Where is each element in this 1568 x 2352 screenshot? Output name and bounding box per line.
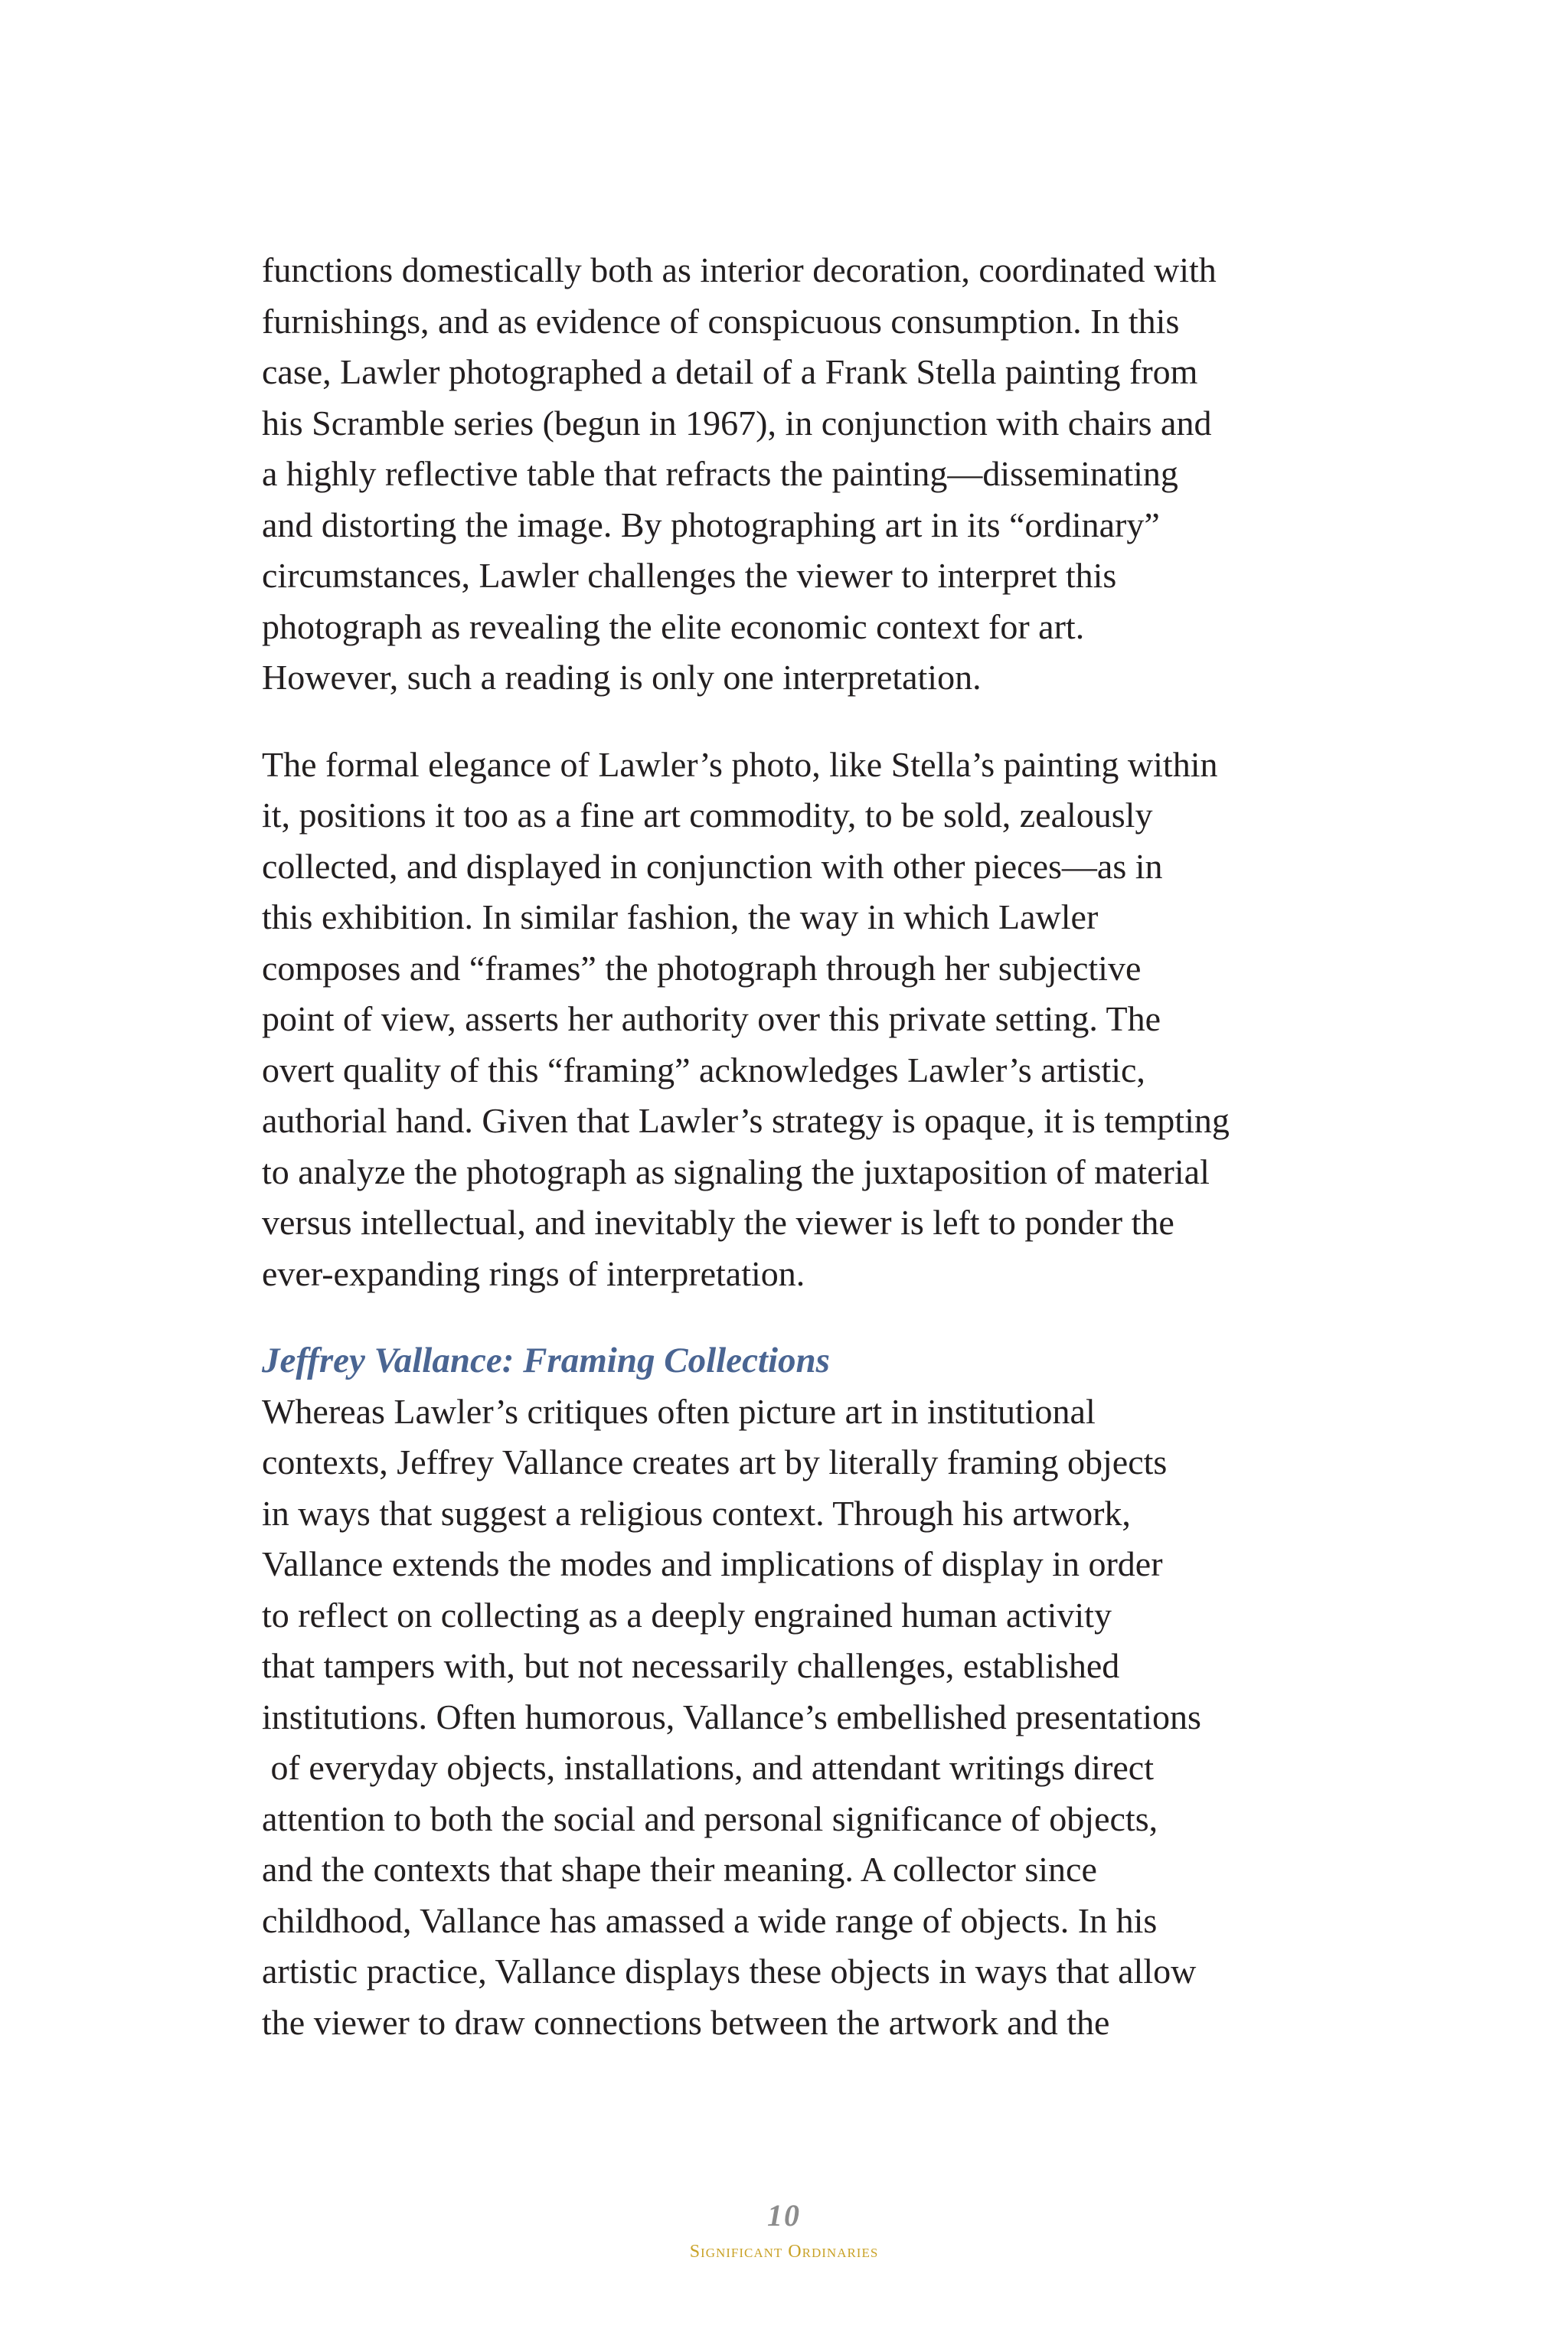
text-line: ever-expanding rings of interpretation. [262, 1253, 805, 1293]
text-line: that tampers with, but not necessarily challenges, established [262, 1646, 1120, 1685]
text-line: in ways that suggest a religious context. Through his artwork, [262, 1493, 1131, 1533]
text-line: collected, and displayed in conjunction with other pieces—as in [262, 846, 1163, 886]
paragraph-formal-elegance [262, 740, 1326, 1300]
text-line: furnishings, and as evidence of conspicuous consumption. In this [262, 301, 1180, 341]
text-line: overt quality of this “framing” acknowledges Lawler’s artistic, [262, 1050, 1145, 1089]
text-line: childhood, Vallance has amassed a wide range of objects. In his [262, 1900, 1158, 1940]
text-line: case, Lawler photographed a detail of a Frank Stella painting from [262, 352, 1198, 391]
paragraph-lawler-photo [262, 245, 1326, 704]
text-line: Vallance extends the modes and implications of display in order [262, 1544, 1163, 1583]
text-line: the viewer to draw connections between the artwork and the [262, 2002, 1110, 2042]
text-line: his Scramble series (begun in 1967), in conjunction with chairs and [262, 403, 1212, 443]
paragraph-vallance [262, 1387, 1326, 2049]
section-heading: Jeffrey Vallance: Framing Collections [262, 1341, 830, 1380]
text-line: functions domestically both as interior decoration, coordinated with [262, 250, 1217, 289]
text-line: to reflect on collecting as a deeply engrained human activity [262, 1595, 1112, 1635]
page-number: 10 [767, 2198, 801, 2233]
text-line: authorial hand. Given that Lawler’s strategy is opaque, it is tempting [262, 1101, 1230, 1140]
text-line: composes and “frames” the photograph through her subjective [262, 948, 1142, 988]
text-line: artistic practice, Vallance displays these objects in ways that allow [262, 1952, 1197, 1991]
text-line: attention to both the social and personal significance of objects, [262, 1798, 1158, 1838]
text-line: photograph as revealing the elite economic context for art. [262, 606, 1085, 646]
text-line: The formal elegance of Lawler’s photo, like Stella’s painting within [262, 744, 1218, 784]
text-line: this exhibition. In similar fashion, the way in which Lawler [262, 897, 1099, 936]
text-line: contexts, Jeffrey Vallance creates art by literally framing objects [262, 1442, 1168, 1481]
page-body [262, 245, 1326, 2048]
text-line: versus intellectual, and inevitably the viewer is left to ponder the [262, 1203, 1174, 1242]
paragraph-spacer [262, 1299, 1326, 1335]
text-line: point of view, asserts her authority over this private setting. The [262, 999, 1161, 1038]
text-line: it, positions it too as a fine art commodity, to be sold, zealously [262, 795, 1153, 835]
text-line: and distorting the image. By photographing art in its “ordinary” [262, 505, 1160, 544]
text-line: a highly reflective table that refracts the painting—disseminating [262, 454, 1178, 493]
text-line: to analyze the photograph as signaling the juxtaposition of material [262, 1152, 1210, 1191]
paragraph-spacer [262, 704, 1326, 740]
text-line: Whereas Lawler’s critiques often picture art in institutional [262, 1391, 1096, 1431]
running-title: Significant Ordinaries [689, 2242, 879, 2262]
text-line: and the contexts that shape their meaning. A collector since [262, 1850, 1097, 1889]
text-line: of everyday objects, installations, and attendant writings direct [262, 1748, 1155, 1787]
text-line: circumstances, Lawler challenges the viewer to interpret this [262, 556, 1117, 595]
text-line: However, such a reading is only one interpretation. [262, 658, 982, 697]
text-line: institutions. Often humorous, Vallance’s embellished presentations [262, 1697, 1201, 1736]
